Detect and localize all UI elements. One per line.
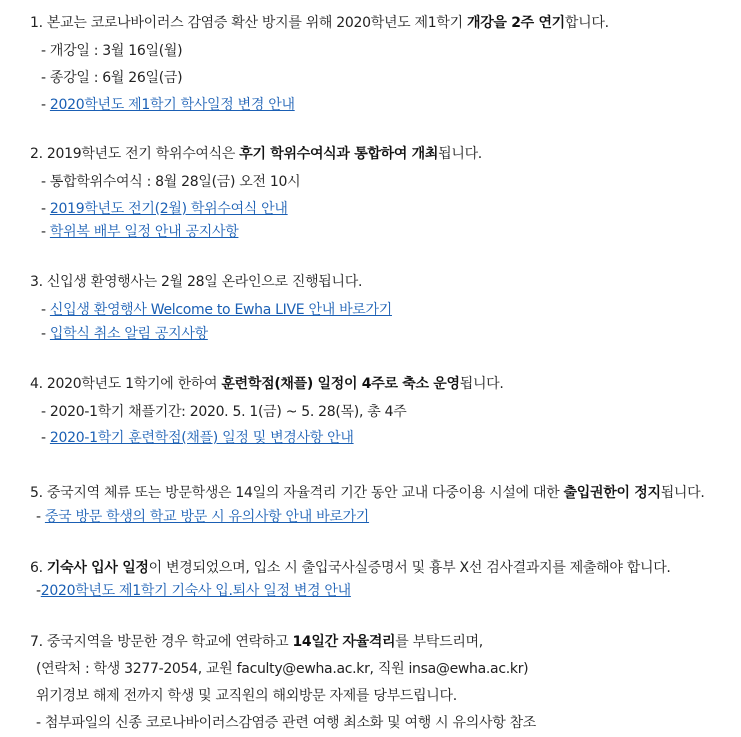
chapel-schedule-link[interactable]: 2020-1학기 훈련학점(채플) 일정 및 변경사항 안내	[49, 430, 354, 446]
section-4-line-1: - 2020-1학기 채플기간: 2020. 5. 1(금) ~ 5. 28(목), 총 4주	[41, 404, 407, 420]
section-7-contact-line: (연락처 : 학생 3277-2054, 교원 faculty@ewha.ac.kr, 직원 insa@ewha.ac.kr)	[36, 661, 529, 677]
section-2-link-row-2: - 학위복 배부 일정 안내 공지사항	[41, 224, 239, 240]
section-1-heading: 1. 본교는 코로나바이러스 감염증 확산 방지를 위해 2020학년도 제1학기 개강을 2주 연기합니다.	[30, 15, 609, 31]
section-3-link-row-1: - 신입생 환영행사 Welcome to Ewha LIVE 안내 바로가기	[41, 302, 392, 318]
section-7-line-2: 위기경보 해제 전까지 학생 및 교직원의 해외방문 자제를 당부드립니다.	[36, 688, 457, 704]
section-1-link-row: - 2020학년도 제1학기 학사일정 변경 안내	[41, 97, 295, 113]
china-visit-guidelines-link[interactable]: 중국 방문 학생의 학교 방문 시 유의사항 안내 바로가기	[44, 509, 370, 525]
section-6-link-row: -2020학년도 제1학기 기숙사 입.퇴사 일정 변경 안내	[36, 583, 351, 599]
section-3-heading: 3. 신입생 환영행사는 2월 28일 온라인으로 진행됩니다.	[30, 274, 363, 290]
section-5-heading: 5. 중국지역 체류 또는 방문학생은 14일의 자율격리 기간 동안 교내 다중이용 시설에 대한 출입권한이 정지됩니다.	[30, 485, 705, 501]
welcome-event-link[interactable]: 신입생 환영행사 Welcome to Ewha LIVE 안내 바로가기	[49, 302, 392, 318]
entrance-ceremony-cancel-link[interactable]: 입학식 취소 알림 공지사항	[49, 326, 208, 342]
section-2-link-row-1: - 2019학년도 전기(2월) 학위수여식 안내	[41, 201, 288, 217]
section-2-line-1: - 통합학위수여식 : 8월 28일(금) 오전 10시	[41, 174, 301, 190]
dormitory-schedule-link[interactable]: 2020학년도 제1학기 기숙사 입.퇴사 일정 변경 안내	[40, 583, 351, 599]
section-7-heading: 7. 중국지역을 방문한 경우 학교에 연락하고 14일간 자율격리를 부탁드리며,	[30, 634, 483, 650]
graduation-ceremony-link[interactable]: 2019학년도 전기(2월) 학위수여식 안내	[49, 201, 288, 217]
academic-schedule-change-link[interactable]: 2020학년도 제1학기 학사일정 변경 안내	[49, 97, 295, 113]
section-5-link-row: - 중국 방문 학생의 학교 방문 시 유의사항 안내 바로가기	[36, 509, 370, 525]
section-4-link-row: - 2020-1학기 훈련학점(채플) 일정 및 변경사항 안내	[41, 430, 354, 446]
section-1-line-2: - 종강일 : 6월 26일(금)	[41, 70, 183, 86]
section-2-heading: 2. 2019학년도 전기 학위수여식은 후기 학위수여식과 통합하여 개최됩니다.	[30, 146, 482, 162]
section-4-heading: 4. 2020학년도 1학기에 한하여 훈련학점(채플) 일정이 4주로 축소 운영됩니다.	[30, 376, 504, 392]
section-7-line-3: - 첨부파일의 신종 코로나바이러스감염증 관련 여행 최소화 및 여행 시 유의사항 참조	[36, 715, 537, 731]
gown-distribution-link[interactable]: 학위복 배부 일정 안내 공지사항	[49, 224, 239, 240]
section-1-line-1: - 개강일 : 3월 16일(월)	[41, 43, 183, 59]
section-3-link-row-2: - 입학식 취소 알림 공지사항	[41, 326, 208, 342]
section-6-heading: 6. 기숙사 입사 일정이 변경되었으며, 입소 시 출입국사실증명서 및 흉부 X선 검사결과지를 제출해야 합니다.	[30, 560, 671, 576]
